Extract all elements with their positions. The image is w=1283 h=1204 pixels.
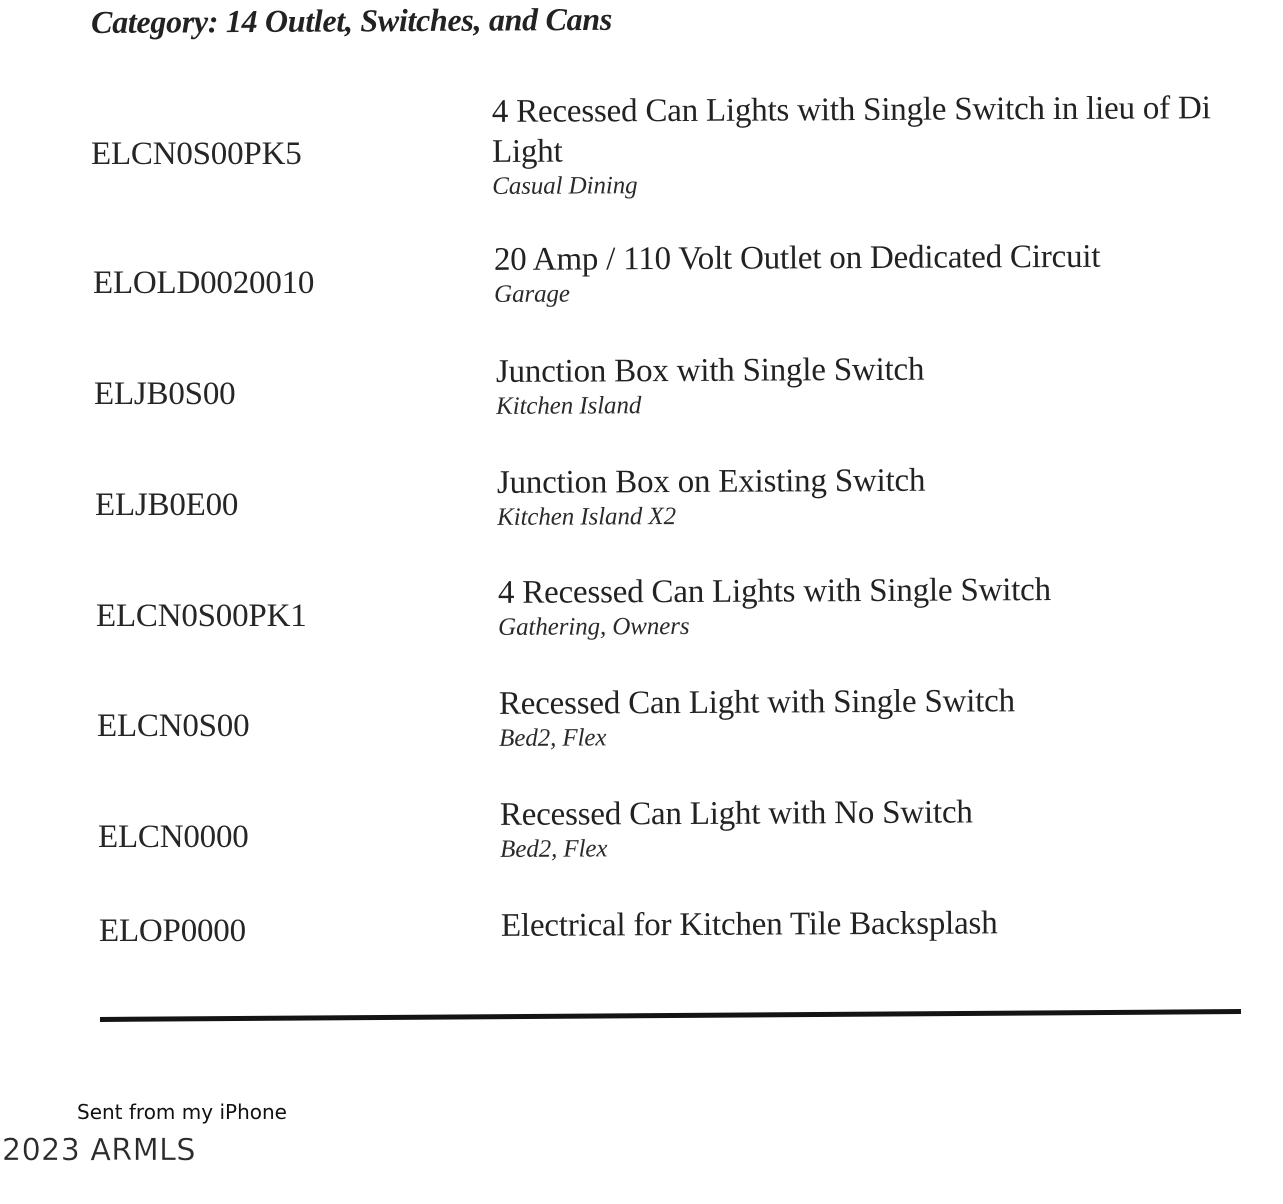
horizontal-divider — [100, 1009, 1241, 1022]
item-description — [492, 88, 1231, 202]
item-description — [498, 569, 1238, 643]
item-code: ELOLD0020010 — [93, 265, 315, 301]
room-label: Casual Dining — [492, 172, 638, 200]
room-label: Kitchen Island — [496, 392, 642, 420]
description-line: 4 Recessed Can Lights with Single Switch — [497, 572, 1051, 611]
description-line: Junction Box on Existing Switch — [496, 462, 926, 501]
item-description — [497, 459, 1237, 533]
description-line: 4 Recessed Can Lights with Single Switch in lieu of Di — [491, 90, 1211, 130]
room-label: Kitchen Island X2 — [497, 503, 677, 531]
item-code: ELCN0S00PK5 — [91, 136, 302, 172]
description-line: Junction Box with Single Switch — [495, 351, 925, 390]
description-line: Recessed Can Light with Single Switch — [498, 683, 1015, 722]
category-title: Category: 14 Outlet, Switches, and Cans — [91, 0, 613, 40]
description-line: Electrical for Kitchen Tile Backsplash — [500, 905, 998, 944]
email-signature: Sent from my iPhone — [77, 1100, 287, 1124]
item-description — [500, 791, 1240, 865]
room-label: Garage — [494, 280, 570, 308]
item-description — [499, 680, 1239, 754]
description-line: 20 Amp / 110 Volt Outlet on Dedicated Circuit — [493, 238, 1101, 278]
item-description — [494, 236, 1234, 310]
room-label: Gathering, Owners — [498, 612, 690, 641]
room-label: Bed2, Flex — [499, 724, 607, 752]
copyright-watermark: 2023 ARMLS — [2, 1133, 196, 1168]
item-code: ELCN0S00PK1 — [96, 598, 307, 634]
item-code: ELCN0S00 — [97, 708, 250, 744]
item-code: ELJB0E00 — [95, 487, 239, 523]
item-description — [496, 348, 1236, 422]
item-code: ELJB0S00 — [94, 376, 236, 412]
room-label: Bed2, Flex — [500, 835, 608, 863]
item-description — [501, 902, 1241, 946]
item-code: ELOP0000 — [99, 913, 246, 949]
description-line: Light — [491, 133, 563, 170]
item-code: ELCN0000 — [98, 819, 249, 855]
description-line: Recessed Can Light with No Switch — [499, 794, 973, 833]
